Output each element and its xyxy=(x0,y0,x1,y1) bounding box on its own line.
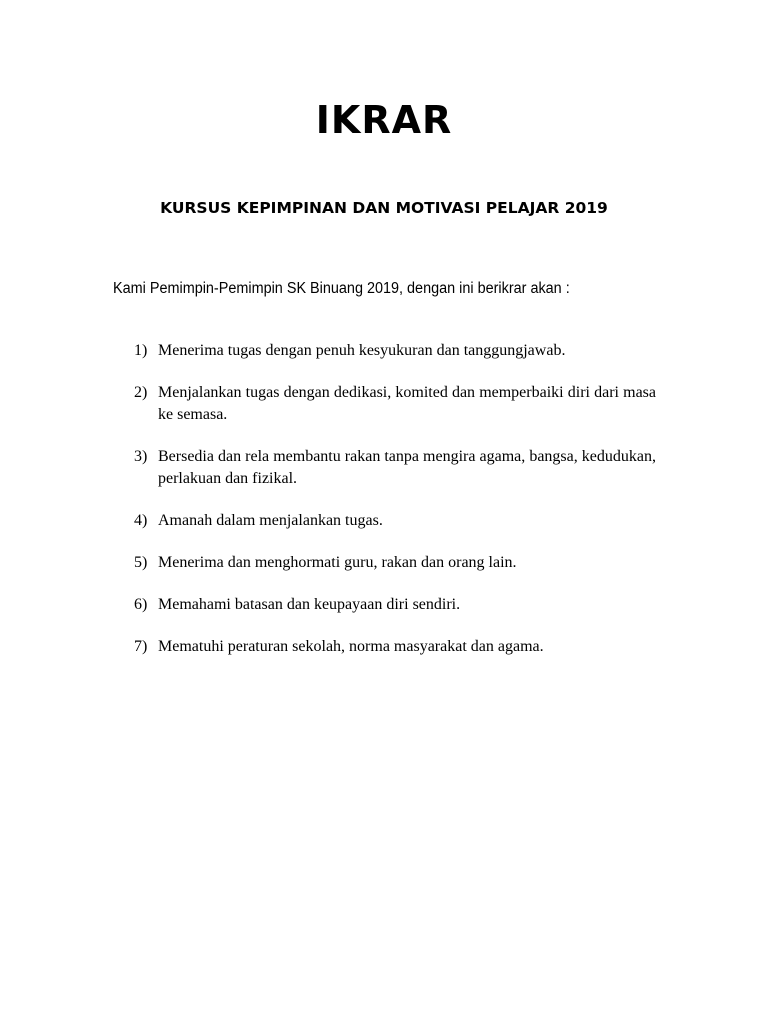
pledge-number: 5) xyxy=(134,554,148,571)
pledge-text: Menerima tugas dengan penuh kesyukuran dan tanggungjawab. xyxy=(158,342,566,359)
pledge-item xyxy=(134,446,656,490)
pledge-item xyxy=(134,552,656,574)
pledge-item xyxy=(134,594,656,616)
pledge-item xyxy=(134,636,656,658)
pledge-text: Amanah dalam menjalankan tugas. xyxy=(158,512,383,529)
pledge-list xyxy=(134,340,656,678)
pledge-number: 7) xyxy=(134,638,148,655)
intro-text: Kami Pemimpin-Pemimpin SK Binuang 2019, dengan ini berikrar akan : xyxy=(113,280,570,297)
pledge-text: Memahami batasan dan keupayaan diri sendiri. xyxy=(158,596,461,613)
pledge-number: 3) xyxy=(134,448,148,465)
pledge-number: 1) xyxy=(134,342,148,359)
document-title: IKRAR xyxy=(315,98,453,142)
document-subtitle: KURSUS KEPIMPINAN DAN MOTIVASI PELAJAR 2019 xyxy=(160,199,608,217)
pledge-text: Menjalankan tugas dengan dedikasi, komited dan memperbaiki diri dari masa ke semasa. xyxy=(158,384,656,423)
pledge-item xyxy=(134,340,656,362)
pledge-number: 2) xyxy=(134,384,148,401)
pledge-item xyxy=(134,382,656,426)
pledge-text: Bersedia dan rela membantu rakan tanpa mengira agama, bangsa, kedudukan, perlakuan dan fizikal. xyxy=(158,448,656,487)
pledge-number: 4) xyxy=(134,512,148,529)
pledge-text: Mematuhi peraturan sekolah, norma masyarakat dan agama. xyxy=(158,638,544,655)
pledge-text: Menerima dan menghormati guru, rakan dan orang lain. xyxy=(158,554,517,571)
pledge-number: 6) xyxy=(134,596,148,613)
pledge-item xyxy=(134,510,656,532)
